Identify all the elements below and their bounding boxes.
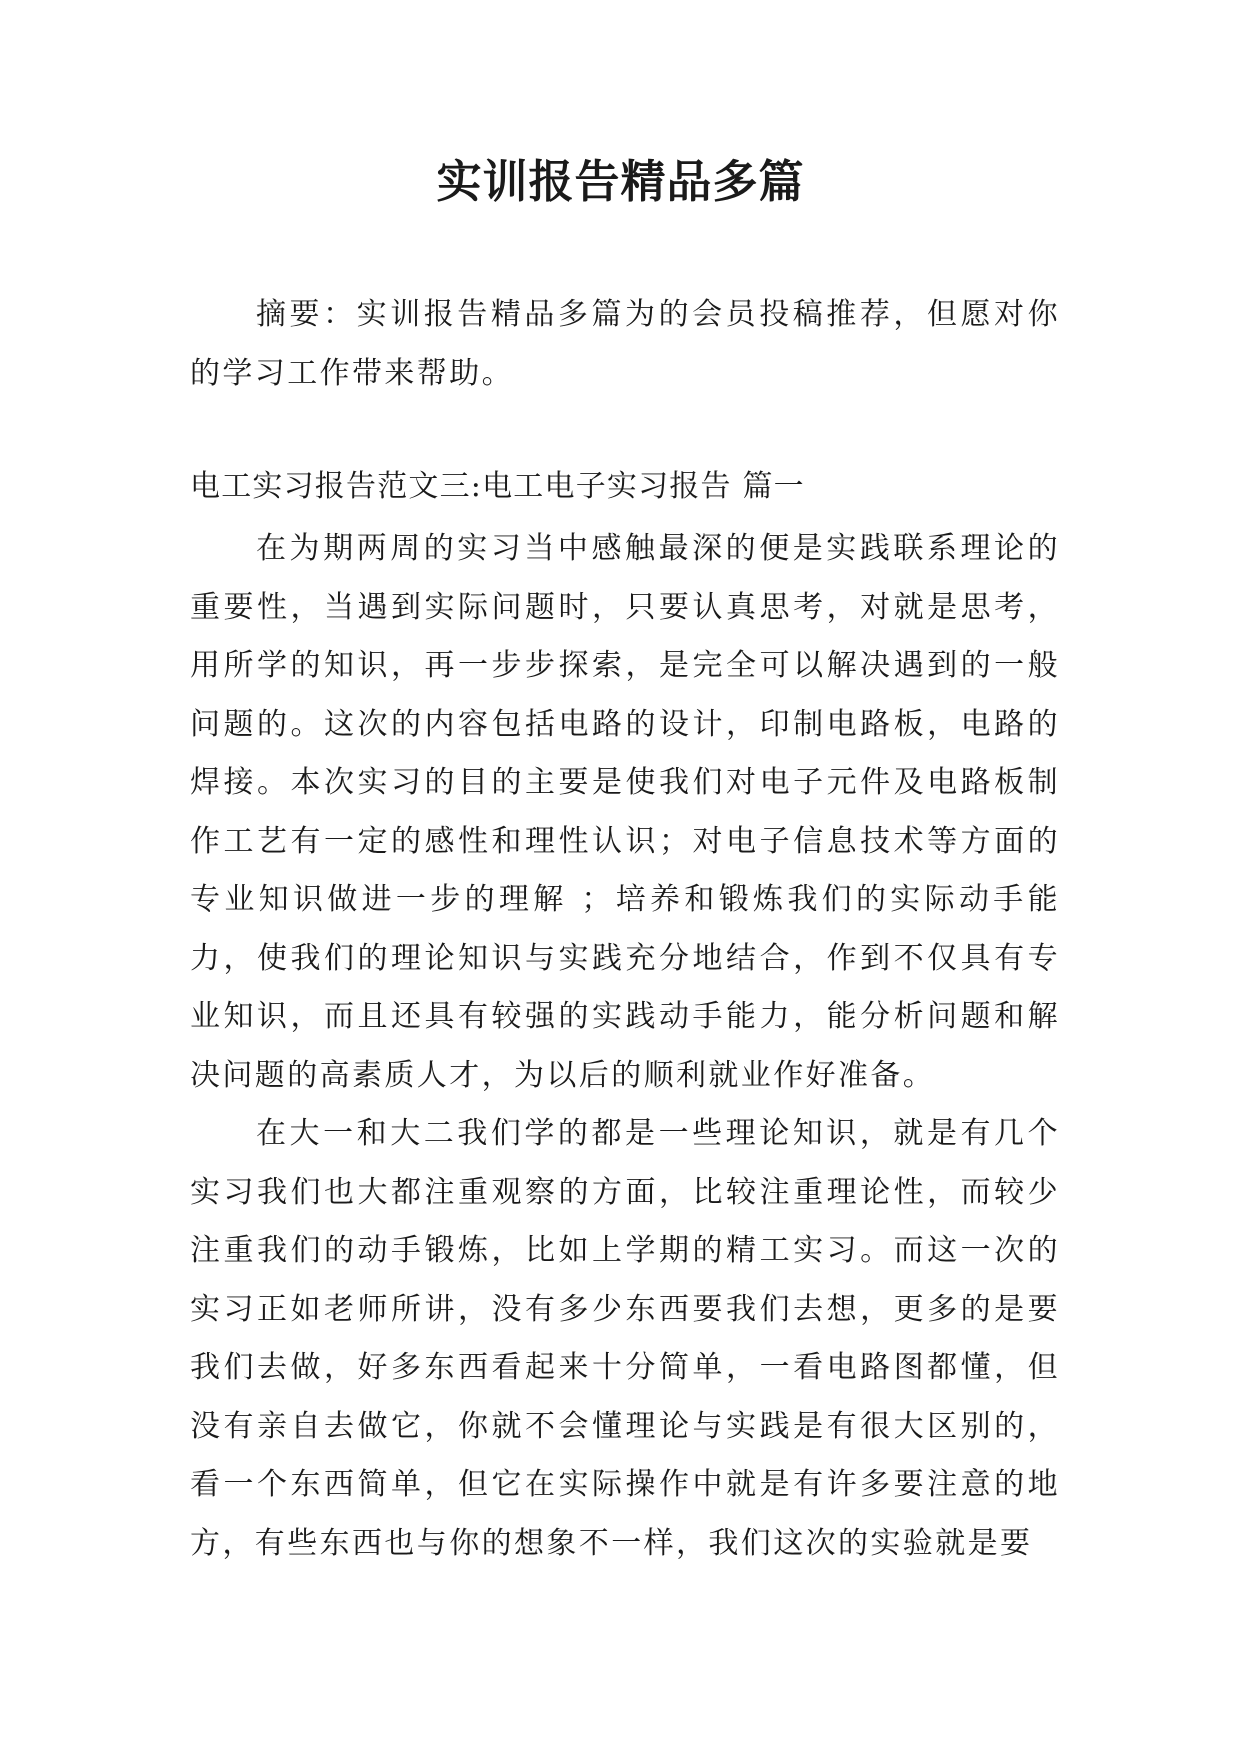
abstract-paragraph: 摘要：实训报告精品多篇为的会员投稿推荐，但愿对你的学习工作带来帮助。 [190,297,1060,391]
document-title: 实训报告精品多篇 [436,155,805,208]
body-paragraph-1: 在为期两周的实习当中感触最深的便是实践联系理论的重要性，当遇到实际问题时，只要认真思考，对就是思考，用所学的知识，再一步步探索，是完全可以解决遇到的一般问题的。这次的内容包括电路的设计，印制电路板，电路的焊接。本次实习的目的主要是使我们对电子元件及电路板制作工艺有一定的感性和理性认识；对电子信息技术等方面的专业知识做进一步的理解 ；培养和锻炼我们的实际动手能力，使我们的理论知识与实践充分地结合，作到不仅具有专业知识，而且还具有较强的实践动手能力，能分析问题和解决问题的高素质人才，为以后的顺利就业作好准备。 [190,531,1060,1093]
body-paragraph-2: 在大一和大二我们学的都是一些理论知识，就是有几个实习我们也大都注重观察的方面，比较注重理论性，而较少注重我们的动手锻炼，比如上学期的精工实习。而这一次的实习正如老师所讲，没有多少东西要我们去想，更多的是要我们去做，好多东西看起来十分简单，一看电路图都懂，但没有亲自去做它，你就不会懂理论与实践是有很大区别的，看一个东西简单，但它在实际操作中就是有许多要注意的地方，有些东西也与你的想象不一样，我们这次的实验就是要 [190,1116,1060,1561]
section-heading: 电工实习报告范文三:电工电子实习报告 篇一 [190,469,805,504]
